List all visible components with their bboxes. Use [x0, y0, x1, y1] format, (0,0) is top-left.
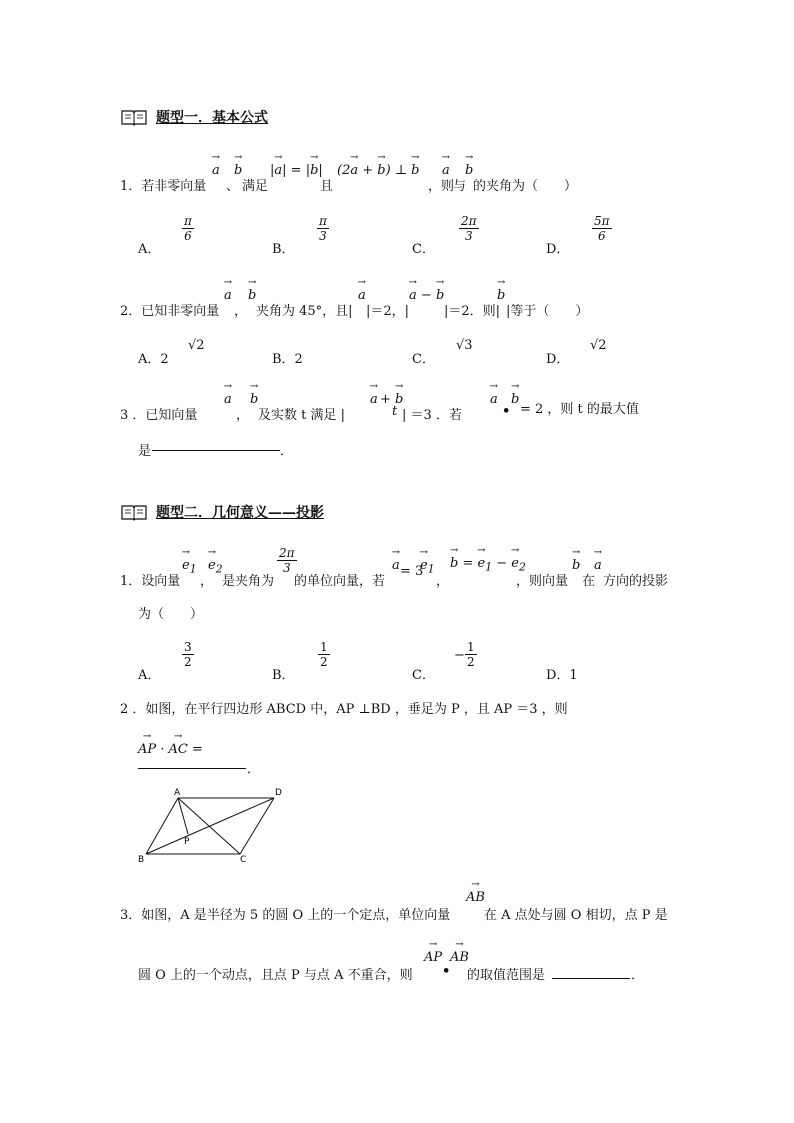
label-d: D — [275, 788, 282, 798]
s2q3-text-a: 3．如图，A 是半径为 5 的圆 O 上的一个定点，单位向量 — [120, 908, 451, 923]
diagonal-bd — [146, 798, 274, 854]
s1q3-text-a: 3 ．已知向量 — [120, 408, 198, 423]
s2q3-text-e: 的取值范围是 — [467, 968, 546, 983]
s2q1-text-j: 为（ ） — [138, 607, 204, 622]
s1q1-text-b: 、 — [226, 179, 240, 194]
vector-a: → a — [442, 163, 450, 178]
segment-ap — [178, 798, 188, 834]
vector-b: → b — [250, 392, 258, 407]
dot-operator: • — [502, 404, 511, 419]
s2q3-text-f: ． — [631, 968, 645, 983]
formula-a-minus-b: → a − → b — [409, 288, 444, 303]
s2q1-text-e: = 3 — [400, 564, 424, 579]
s1q1-option-b: B． — [272, 242, 295, 257]
s1q2-answer-a: √2 — [188, 338, 205, 353]
section-title-1: 题型一．基本公式 — [156, 110, 268, 126]
vector-ab: → AB — [466, 890, 485, 905]
formula-equal-magnitudes: |→ a| = |→ b| — [270, 163, 323, 178]
formula-perpendicular: (2→ a + → b) ⊥ → b — [337, 163, 420, 178]
s2q1-text-b: ， — [200, 574, 214, 589]
vector-a: → a — [224, 288, 232, 303]
vector-ab: → AB — [450, 950, 469, 965]
s1q1-text-d: 且 — [320, 179, 334, 194]
vector-ap: → AP — [424, 950, 442, 965]
s2q3-text-c: 圆 O 上的一个动点，且点 P 与点 A 不重合，则 — [138, 968, 413, 983]
parallelogram-figure — [136, 784, 286, 864]
section-title-2: 题型二．几何意义——投影 — [156, 505, 324, 521]
s2q1-text-g: ，则向量 — [516, 574, 569, 589]
vector-b: → b — [572, 558, 580, 573]
s1q1-option-c: C． — [412, 242, 435, 257]
s1q2-text-d: |＝2，| — [366, 304, 410, 319]
s1q3-text-c: 及实数 t 满足 | — [258, 408, 346, 423]
s1q1-answer-c: $\frac{2\pi}{3}$ — [461, 214, 477, 243]
s1q3-text-i: 是 — [138, 444, 152, 459]
s1q2-option-a: A．2 — [138, 352, 169, 367]
s2q1-answer-a: $\frac{3}{2}$ — [184, 640, 192, 669]
formula-b-definition: → b = → $e_1$ − → $e_2$ — [450, 556, 526, 574]
s1q2-answer-d: √2 — [590, 338, 607, 353]
vector-a: → a — [212, 163, 220, 178]
answer-blank[interactable] — [152, 450, 280, 451]
s1q1-text-a: 1．若非零向量 — [120, 179, 207, 194]
vector-e2: → $e_2$ — [208, 558, 223, 576]
s1q1-answer-d: $\frac{5\pi}{6}$ — [594, 214, 610, 243]
s1q1-text-f: 与 — [453, 179, 467, 194]
minus-sign: − — [454, 648, 465, 663]
vector-b: → b — [234, 163, 242, 178]
plus-sign: + — [380, 392, 391, 407]
s1q2-answer-c: √3 — [456, 338, 473, 353]
s1q2-option-d: D． — [546, 352, 570, 367]
s1q2-text-a: 2．已知非零向量 — [120, 304, 220, 319]
s2q1-option-b: B． — [272, 668, 295, 683]
s2q1-option-a: A． — [138, 668, 161, 683]
s1q3-text-b: ， — [236, 408, 250, 423]
s2q1-text-h: 在 — [582, 574, 596, 589]
s2q1-option-d: D．1 — [546, 668, 578, 683]
label-b: B — [138, 855, 145, 864]
vector-b: → b — [511, 392, 519, 407]
s2q1-text-c: 是夹角为 — [222, 574, 275, 589]
label-a: A — [174, 788, 181, 798]
answer-blank[interactable] — [138, 768, 246, 769]
s1q1-text-c: 满足 — [242, 179, 269, 194]
s1q1-text-e: ，则 — [428, 179, 455, 194]
book-icon — [120, 108, 148, 126]
s1q2-text-c: 夹角为 45°，且| — [256, 304, 353, 319]
s1q2-text-b: ， — [234, 304, 248, 319]
s1q1-answer-a: $\frac{\pi}{6}$ — [184, 214, 192, 243]
vector-a: → a — [392, 558, 400, 573]
formula-ap-dot-ac: → AP · → AC = — [138, 742, 203, 757]
vector-e1: → $e_1$ — [420, 558, 435, 576]
s2q1-answer-b: $\frac{1}{2}$ — [320, 640, 328, 669]
vector-a: → a — [370, 392, 378, 407]
vector-a: → a — [490, 392, 498, 407]
vector-a: → a — [594, 558, 602, 573]
vector-a: → a — [358, 288, 366, 303]
label-p: P — [184, 837, 190, 847]
s1q3-text-j: ． — [280, 444, 294, 459]
book-icon — [120, 503, 148, 521]
s1q3-text-f: | ＝3 ．若 — [402, 408, 462, 423]
s2q1-text-f: ， — [436, 574, 450, 589]
s1q2-option-c: C． — [412, 352, 435, 367]
s1q2-text-e: |＝2．则| — [444, 304, 501, 319]
s2q1-text-i: 方向的投影 — [603, 574, 669, 589]
s1q2-text-f: |等于（ ） — [506, 304, 589, 319]
side-ba — [146, 798, 178, 854]
label-c: C — [240, 855, 247, 864]
answer-blank[interactable] — [552, 978, 630, 979]
scalar-t: t — [392, 404, 398, 419]
s2q2-text-b: ． — [247, 762, 261, 777]
s1q3-text-h: = 2 ，则 t 的最大值 — [520, 402, 639, 417]
s1q1-answer-b: $\frac{\pi}{3}$ — [319, 214, 327, 243]
s2q1-option-c: C． — [412, 668, 435, 683]
s2q1-text-d: 的单位向量，若 — [294, 574, 386, 589]
s2q1-answer-c: $\frac{1}{2}$ — [467, 640, 475, 669]
s1q1-text-g: 的夹角为（ ） — [473, 179, 578, 194]
vector-b: → b — [248, 288, 256, 303]
s2q3-text-b: 在 A 点处与圆 O 相切，点 P 是 — [484, 908, 668, 923]
vector-b: → b — [497, 288, 505, 303]
angle-fraction: $\frac{2\pi}{3}$ — [279, 546, 295, 575]
s1q1-option-a: A． — [138, 242, 161, 257]
s2q2-text-a: 2 ．如图，在平行四边形 ABCD 中，AP ⊥BD ，垂足为 P ，且 AP ＝3 ，则 — [120, 702, 568, 717]
side-dc — [240, 798, 274, 854]
vector-a: → a — [224, 392, 232, 407]
vector-b: → b — [465, 163, 473, 178]
s1q2-option-b: B．2 — [272, 352, 303, 367]
dot-operator: • — [442, 964, 451, 979]
s1q1-option-d: D． — [546, 242, 570, 257]
vector-b: → b — [395, 392, 403, 407]
s2q1-text-a: 1．设向量 — [120, 574, 181, 589]
vector-e1: → $e_1$ — [182, 558, 197, 576]
